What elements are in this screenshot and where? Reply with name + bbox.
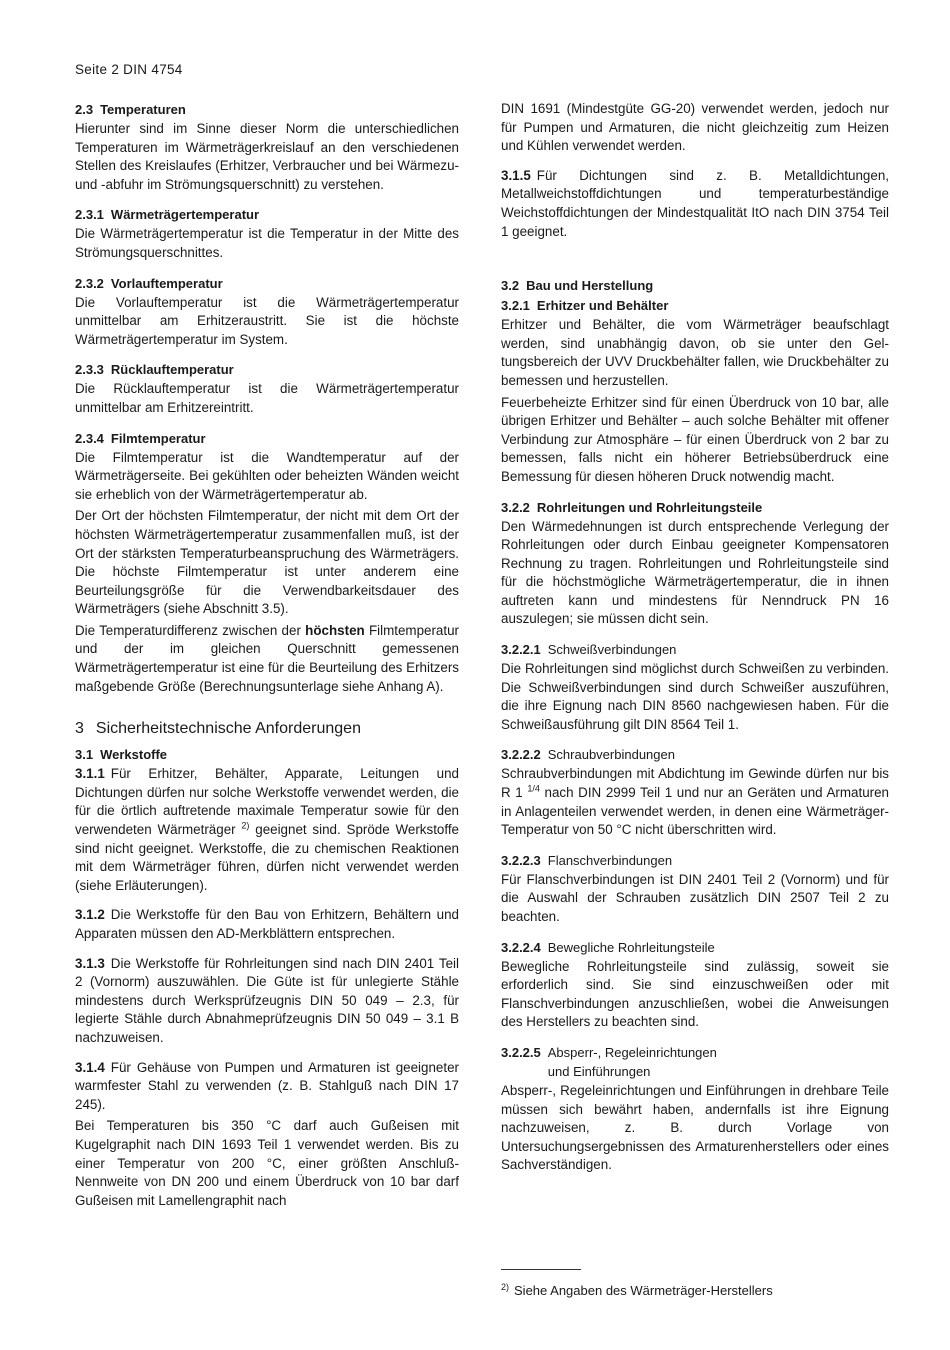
- paragraph: Für Flanschverbindungen ist DIN 2401 Teil 2 (Vornorm) und für die Auswahl der Schrauben zusätzlich DIN 2507 Teil 2 zu beachten.: [501, 871, 889, 924]
- section-2-3-4: [75, 429, 459, 697]
- paragraph-number: 3.1.1: [75, 766, 105, 782]
- section-title: Schweißverbindungen: [547, 642, 677, 658]
- section-3-2-2-2: [501, 745, 889, 839]
- section-number: 2.3.3: [75, 362, 104, 378]
- section-number: 2.3.1: [75, 207, 104, 223]
- section-heading: [501, 1043, 889, 1081]
- section-heading: [75, 429, 459, 448]
- section-title: Schraubverbindungen: [547, 747, 675, 763]
- section-heading: [75, 745, 459, 764]
- paragraph: [75, 765, 459, 895]
- section-title: Bau und Herstellung: [526, 278, 654, 294]
- section-3-1: [75, 745, 459, 895]
- section-number: 3.2.2.5: [501, 1044, 541, 1060]
- paragraph: Absperr-, Regeleinrichtungen und Einführungen in drehbare Teile müssen sich bewährt haben, andernfalls ist ihre Eignung nachzuweisen, z. B. durch Vorlage von Untersuchungsergebnissen des Armaturenherstellers oder eines Sachverständigen.: [501, 1082, 889, 1173]
- section-title: Filmtemperatur: [110, 430, 206, 446]
- spacer: [501, 252, 889, 276]
- section-number: 3.2: [501, 278, 520, 294]
- section-heading: [75, 360, 459, 379]
- paragraph: DIN 1691 (Mindestgüte GG-20) verwendet werden, jedoch nur für Pumpen und Armaturen, die nicht gleichzeitig zum Heizen und Kühlen verwendet werden.: [501, 101, 889, 154]
- section-3-2-2-3: [501, 851, 889, 927]
- section-3-2-2-1: [501, 640, 889, 734]
- section-3-2: [501, 276, 889, 295]
- section-title-continued: und Einführungen: [547, 1063, 651, 1079]
- paragraph: Den Wärmedehnungen ist durch entsprechende Verlegung der Rohrleitungen oder durch Einbau geeigneter Kompensatoren Rechnung zu tragen. Rohrleitungen und Rohrleitungsteile sind für die höchstmögliche Wärmeträgertemperatur, die in ihnen auftreten kann und mindestens für Nenndruck PN 16 auszulegen; sie müssen dicht sein.: [501, 518, 889, 627]
- section-heading: [75, 100, 459, 119]
- paragraph-3-1-5: [501, 167, 889, 241]
- section-number: 2.3: [75, 102, 94, 117]
- section-heading: [501, 498, 889, 517]
- section-number: 2.3.2: [75, 275, 104, 291]
- paragraph-number: 3.1.4: [75, 1059, 105, 1075]
- section-3-2-1: [501, 296, 889, 486]
- section-3-2-2-5: [501, 1043, 889, 1175]
- section-3-2-2: [501, 498, 889, 630]
- section-title: Sicherheitstechnische Anforderungen: [95, 720, 361, 738]
- paragraph: Die Rücklauftemperatur ist die Wärmeträgertemperatur unmittelbar am Erhitzereintritt.: [75, 381, 459, 415]
- paragraph-3-1-2: [75, 906, 459, 943]
- section-number: 3.2.2.3: [501, 852, 541, 868]
- emphasis-text: höchsten: [305, 622, 365, 638]
- section-3-2-2-4: [501, 938, 889, 1032]
- text-run: Die Werkstoffe für Rohrleitungen sind nach DIN 2401 Teil 2 (Vornorm) auszuwählen. Die Güte ist für unlegierte Stähle mindestens durch Werksprüfzeugnis DIN 50 049 – 2.3, für legierte Stähle durch Abnahmeprüfzeugnis DIN 50 049 – 3.1 B nachzuweisen.: [75, 955, 459, 1045]
- section-heading: [501, 938, 889, 957]
- paragraph: [501, 167, 889, 241]
- section-2-3-2: [75, 274, 459, 350]
- section-number: 3.1: [75, 747, 94, 763]
- paragraph-number: 3.1.5: [501, 167, 531, 183]
- text-run: Die Temperaturdifferenz zwischen der: [75, 622, 306, 638]
- section-number: 3.2.2.2: [501, 747, 541, 763]
- text-run: Die Werkstoffe für den Bau von Erhitzern, Behältern und Apparaten müssen den AD-Merkblättern entsprechen.: [75, 907, 459, 941]
- section-title: Bewegliche Rohrleitungsteile: [547, 939, 715, 955]
- footnote-divider: [501, 1269, 581, 1270]
- section-number: 2.3.4: [75, 430, 104, 446]
- paragraph: [501, 765, 889, 839]
- right-column: [501, 100, 889, 1186]
- text-run: geeignet sind. Spröde Werkstoffe sind nicht geeignet. Werkstoffe, die zu chemischen Reaktionen mit dem Wärmeträger führen, dürfen nicht verwendet werden (siehe Erläuterungen).: [75, 822, 460, 893]
- paragraph: Die Rohrleitungen sind möglichst durch Schweißen zu verbinden. Die Schweißverbindungen sind durch Schweißer auszuführen, die ihre Eignung nach DIN 8560 nachgewiesen haben. Für die Schweißausführung gilt DIN 8564 Teil 1.: [501, 661, 889, 732]
- footnote-text: Siehe Angaben des Wärmeträger-Herstellers: [514, 1283, 773, 1298]
- paragraph: Die Wärmeträgertemperatur ist die Temperatur in der Mitte des Strömungsquerschnittes.: [75, 226, 459, 260]
- fraction: 1/4: [527, 783, 540, 794]
- section-heading: [501, 296, 889, 315]
- paragraph: Erhitzer und Behälter, die vom Wärmeträger beaufschlagt werden, sind unabhängig davon, ob sie unter den Geltungsbereich der UVV Druckbehälter fallen, wie Druckbehälter zu bemessen und herzustellen.: [501, 317, 889, 388]
- paragraph-3-1-4-continued: [501, 100, 889, 156]
- section-2-3: [75, 100, 459, 194]
- paragraph-3-1-4: [75, 1059, 459, 1211]
- footnote-mark: 2): [501, 1281, 510, 1292]
- section-title: Temperaturen: [100, 102, 186, 117]
- paragraph-number: 3.1.2: [75, 907, 105, 923]
- paragraph-number: 3.1.3: [75, 955, 105, 971]
- paragraph: Hierunter sind im Sinne dieser Norm die unterschiedlichen Temperaturen im Wärmeträgerkreislauf an den verschiedenen Stellen des Kreislaufes (Erhitzer, Verbraucher und bei Wärmezu- und -abfuhr im Strömungsquerschnitt) zu verstehen.: [75, 121, 459, 192]
- section-heading: [75, 205, 459, 224]
- left-column: [75, 100, 459, 1221]
- section-title: Rücklauftemperatur: [110, 362, 234, 378]
- chapter-heading: [75, 718, 459, 740]
- section-title: Werkstoffe: [100, 747, 168, 763]
- section-number: 3.2.2.1: [501, 642, 541, 658]
- section-title: Erhitzer und Behälter: [536, 298, 669, 314]
- footnote: [501, 1282, 889, 1300]
- paragraph: Die Filmtemperatur ist die Wandtemperatur auf der Wärmeträgerseite. Bei gekühlten oder beheizten Wänden weicht sie erheblich von der Wärmeträgertemperatur ab.: [75, 449, 459, 502]
- paragraph: Die Vorlauftemperatur ist die Wärmeträgertemperatur unmittelbar am Erhitzeraustritt. Sie ist die höchste Wärmeträgertemperatur im System.: [75, 294, 459, 347]
- section-title: Vorlauftemperatur: [110, 275, 223, 291]
- text-run: Für Erhitzer, Behälter, Apparate, Leitungen und Dichtungen dürfen nur solche Werkstoffe verwendet werden, die für die örtlich auftretende maximale Temperatur sowie für den verwendeten Wärmeträger: [75, 766, 459, 838]
- section-heading: [501, 745, 889, 764]
- section-heading: [501, 276, 889, 295]
- section-title: Rohrleitungen und Rohrleitungsteile: [536, 499, 763, 515]
- section-heading: [501, 851, 889, 870]
- paragraph: [75, 955, 459, 1048]
- page-header: Seite 2 DIN 4754: [75, 62, 183, 77]
- text-run: Schraubverbindungen mit Abdichtung im Gewinde dürfen nur bis R 1: [501, 766, 889, 801]
- paragraph: Bewegliche Rohrleitungsteile sind zulässig, soweit sie erforderlich sind. Sie sind einzuschweißen oder mit Flanschverbindungen anzuschließen, wobei die Anweisungen des Herstellers zu beachten sind.: [501, 958, 889, 1030]
- section-heading: [75, 274, 459, 293]
- paragraph: Der Ort der höchsten Filmtemperatur, der nicht mit dem Ort der höchsten Wärmeträgertemperatur zusammenfallen muß, ist der Ort der stärksten Temperaturbeanspruchung des Wärmeträgers. Die höchste Filmtemperatur ist unter anderem eine Beurteilungsgröße für die Verwendbarkeitsdauer des Wärmeträgers (siehe Abschnitt 3.5).: [75, 508, 459, 617]
- paragraph: Feuerbeheizte Erhitzer sind für einen Überdruck von 10 bar, alle übrigen Erhitzer und Behälter – auch solche Behälter mit offener Verbindung zur Atmosphäre – für einen Überdruck von 2 bar zu bemessen, falls nicht ein höherer Betriebsüberdruck eine Bemessung für diesen höheren Druck notwendig macht.: [501, 394, 889, 484]
- section-number: 3.2.1: [501, 298, 530, 314]
- text-run: Für Gehäuse von Pumpen und Armaturen ist geeigneter warmfester Stahl zu verwenden (z. B. Stahlguß nach DIN 17 245).: [75, 1059, 459, 1112]
- section-title: Absperr-, Regeleinrichtungen: [547, 1044, 717, 1060]
- section-number: 3.2.2.4: [501, 939, 541, 955]
- section-title: Wärmeträgertemperatur: [110, 207, 260, 223]
- text-run: nach DIN 2999 Teil 1 und nur an Geräten und Armaturen in Anlagenteilen verwendet werden, in denen eine Wärmeträger-Temperatur von 50 °C nicht überschritten wird.: [501, 785, 890, 838]
- paragraph: [75, 1059, 459, 1115]
- paragraph: [75, 906, 459, 943]
- footnote-reference: 2): [241, 820, 250, 831]
- paragraph: [75, 622, 459, 696]
- text-run: Für Dichtungen sind z. B. Metalldichtungen, Metallweichstoffdichtungen und temperaturbeständige Weichstoffdichtungen der Mindestqualität ItO nach DIN 3754 Teil 1 geeignet.: [501, 167, 889, 239]
- section-number: 3.2.2: [501, 499, 530, 515]
- paragraph: Bei Temperaturen bis 350 °C darf auch Gußeisen mit Kugelgraphit nach DIN 1693 Teil 1 verwendet werden. Bis zu einer Temperatur von 200 °C, einer größten Anschluß-Nennweite von DN 200 und einem Überdruck von 10 bar darf Gußeisen mit Lamellengraphit nach: [75, 1118, 459, 1208]
- text-run: Filmtemperatur und der im gleichen Querschnitt gemessenen Wärmeträgertemperatur ist eine für die Beurteilung des Erhitzers maßgebende Größe (Berechnungsunterlage siehe Anhang A).: [75, 622, 459, 694]
- paragraph-3-1-3: [75, 955, 459, 1048]
- section-number: 3: [75, 720, 84, 738]
- section-2-3-3: [75, 360, 459, 417]
- section-2-3-1: [75, 205, 459, 262]
- section-heading: [501, 640, 889, 659]
- section-title: Flanschverbindungen: [547, 852, 673, 868]
